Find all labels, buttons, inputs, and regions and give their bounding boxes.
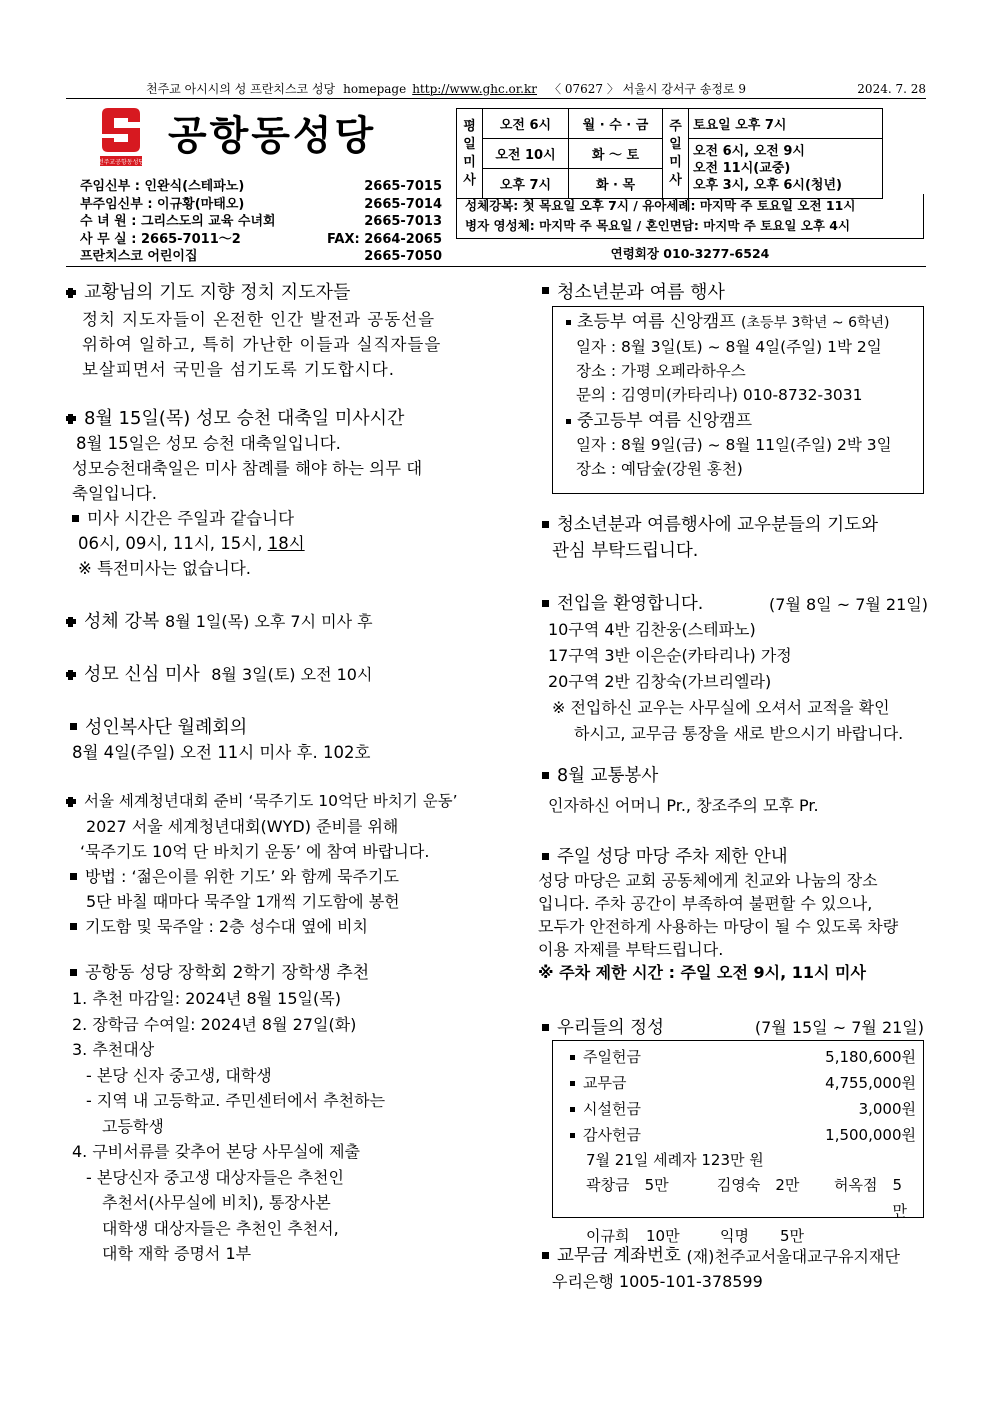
section-title: 교황님의 기도 지향 정치 지도자들 xyxy=(66,280,486,305)
square-bullet-icon xyxy=(570,1055,575,1060)
square-bullet-icon xyxy=(72,515,79,522)
square-bullet-icon xyxy=(542,772,549,779)
square-bullet-icon xyxy=(570,1133,575,1138)
address: 〈 07627 〉 서울시 강서구 송정로 9 xyxy=(549,82,747,96)
parking-section: 주일 성당 마당 주차 제한 안내 성당 마당은 교회 공동체에게 친교와 나눔의 장소 입니다. 주차 공간이 부족하여 불편할 수 있으나, 모두가 안전하게 사용하는 마당이 될 수 있도록 차량 이용 자제를 부탁드립니다. ※ 주차 제한 시간 : 주일 오전 9시, 11시 미사 xyxy=(538,847,899,982)
diamond-bullet-icon xyxy=(66,617,76,627)
left-column xyxy=(66,280,486,1267)
clergy-row xyxy=(80,231,442,249)
mass-days: 월 · 수 · 금 xyxy=(569,109,663,139)
clergy-row xyxy=(80,178,442,196)
clergy-phone: 2665-7013 xyxy=(364,214,442,229)
section-title: 성인복사단 월례회의 xyxy=(66,715,486,740)
section-title: 우리들의 정성 (7월 15일 ~ 7월 21일) xyxy=(538,1014,924,1039)
square-bullet-icon xyxy=(542,600,549,607)
sacrament-line: 성체강복: 첫 목요일 오후 7시 / 유아세례: 마지막 주 토요일 오전 11시 xyxy=(465,198,856,213)
section-title: 청소년분과 여름 행사 xyxy=(538,278,725,304)
mass-days: 화 ～ 토 xyxy=(569,139,663,169)
square-bullet-icon xyxy=(70,723,77,730)
offering-row: 교무금 4,755,000원 xyxy=(570,1070,916,1096)
offering-row: 감사헌금 1,500,000원 xyxy=(570,1122,916,1148)
square-bullet-icon xyxy=(542,853,549,860)
sunday-mass-times: 오전 6시, 오전 9시 오전 11시(교중) 오후 3시, 오후 6시(청년) xyxy=(689,139,883,199)
youth-camp-content: 초등부 여름 신앙캠프 (초등부 3학년 ~ 6학년) 일자 : 8월 3일(토) ~ 8월 4일(주일) 1박 2일 장소 : 가평 오페라하우스 문의 : 김영미(카타리나) 010-8732-3031 중고등부 여름 신앙캠프 일자 : 8월 9일(금) ~ 8월 11일(주일) 2박 3일 장소 : 예담숲(강원 홍천) xyxy=(562,310,922,481)
saturday-mass: 토요일 오후 7시 xyxy=(689,109,883,139)
weekday-mass-label: 평 일 미 사 xyxy=(457,109,483,199)
square-bullet-icon xyxy=(566,419,571,424)
clergy-role: 사 무 실 : 2665-7011～2 xyxy=(80,231,241,247)
mass-time: 오전 6시 xyxy=(483,109,569,139)
logo-caption: 천주교공항동성당 xyxy=(98,159,144,166)
thanks-row: 이규희 10만 익명 5만 xyxy=(586,1227,805,1245)
prayer-request: 청소년분과 여름행사에 교우분들의 기도와 관심 부탁드립니다. xyxy=(538,512,928,564)
square-bullet-icon xyxy=(70,873,77,880)
section-title: 서울 세계청년대회 준비 ‘묵주기도 10억단 바치기 운동’ xyxy=(66,789,486,814)
parish-logo-icon xyxy=(98,108,144,168)
parish-title: 공항동성당 xyxy=(168,113,377,159)
content-divider xyxy=(66,266,926,267)
clergy-row xyxy=(80,248,442,266)
diamond-bullet-icon xyxy=(66,797,76,807)
altar-server-detail: 8월 4일(주일) 오전 11시 미사 후. 102호 xyxy=(72,743,371,762)
account-section: 교무금 계좌번호 (재)천주교서울대교구유지재단 우리은행 1005-101-378599 xyxy=(538,1244,938,1294)
sunday-mass-label: 주 일 미 사 xyxy=(663,109,689,199)
diamond-bullet-icon xyxy=(66,288,76,298)
square-bullet-icon xyxy=(542,287,549,294)
mass-time: 오후 7시 xyxy=(483,169,569,199)
clergy-role: 수 녀 원 : 그리스도의 교육 수녀회 xyxy=(80,214,276,229)
square-bullet-icon xyxy=(542,1252,549,1259)
section-title: 성모 신심 미사 8월 3일(토) 오전 10시 xyxy=(66,662,486,687)
prayer-text: 정치 지도자들이 온전한 인간 발전과 공동선을 위하여 일하고, 특히 가난한 이들과 실직자들을 보살피면서 국민을 섬기도록 기도합시다. xyxy=(82,310,442,379)
header-line xyxy=(66,80,926,97)
offering-row: 주일헌금 5,180,600원 xyxy=(570,1044,916,1070)
funeral-society-contact: 연령회장 010-3277-6524 xyxy=(610,246,770,261)
clergy-role: 부주임신부 : 이규황(마태오) xyxy=(80,196,245,212)
traffic-section: 8월 교통봉사 인자하신 어머니 Pr., 창조주의 모후 Pr. xyxy=(538,764,928,818)
thanks-note: 7월 21일 세례자 123만 원 xyxy=(586,1151,764,1169)
diamond-bullet-icon xyxy=(66,414,76,424)
clergy-phone: 2665-7014 xyxy=(364,196,442,212)
clergy-role: 주임신부 : 인완식(스테파노) xyxy=(80,179,245,194)
homepage-link[interactable]: http://www.ghc.or.kr xyxy=(412,81,538,96)
clergy-phone: FAX: 2664-2065 xyxy=(327,231,442,247)
section-title: 공항동 성당 장학회 2학기 장학생 추천 xyxy=(66,961,486,986)
mass-days: 화 · 목 xyxy=(569,169,663,199)
square-bullet-icon xyxy=(542,521,549,528)
homepage-label: homepage xyxy=(343,81,407,96)
assumption-text: 8월 15일은 성모 승천 대축일입니다. 성모승천대축일은 미사 참례를 해야 하는 의무 대 축일입니다. 미사 시간은 주일과 같습니다 06시, 09시, 11시, 15시, 18시 ※ 특전미사는 없습니다. xyxy=(72,434,423,578)
square-bullet-icon xyxy=(570,1107,575,1112)
mass-time: 오전 10시 xyxy=(483,139,569,169)
clergy-phone: 2665-7015 xyxy=(364,179,442,194)
org-name: 천주교 아시시의 성 프란치스코 성당 xyxy=(146,82,336,96)
square-bullet-icon xyxy=(70,923,77,930)
thanks-row: 곽창금 5만 김영숙 2만 허옥점 5만 xyxy=(586,1176,908,1220)
offering-row: 시설헌금 3,000원 xyxy=(570,1096,916,1122)
offerings-list xyxy=(570,1044,916,1248)
section-title: 성체 강복 8월 1일(목) 오후 7시 미사 후 xyxy=(66,609,486,634)
square-bullet-icon xyxy=(570,1081,575,1086)
clergy-row xyxy=(80,196,442,214)
clergy-phone: 2665-7050 xyxy=(364,249,442,264)
scholarship-text: 1. 추천 마감일: 2024년 8월 15일(목) 2. 장학금 수여일: 2024년 8월 27일(화) 3. 추천대상 - 본당 신자 중고생, 대학생 - 지역 내 고등학교. 주민센터에서 추천하는 고등학생 4. 구비서류를 갖추어 본당 사무실에 제출 - 본당신자 중고생 대상자들은 추천인 추천서(사무실에 비치), 통장사본 대학생 대상자들은 추천인 추천서, 대학 재학 증명서 1부 xyxy=(72,989,386,1263)
sacrament-info xyxy=(456,194,924,239)
section-title: 8월 15일(목) 성모 승천 대축일 미사시간 xyxy=(66,406,486,431)
square-bullet-icon xyxy=(542,1024,549,1031)
sacrament-line: 병자 영성체: 마지막 주 목요일 / 혼인면담: 마지막 주 토요일 오후 4시 xyxy=(465,218,851,233)
issue-date: 2024. 7. 28 xyxy=(857,81,926,96)
square-bullet-icon xyxy=(566,320,571,325)
diamond-bullet-icon xyxy=(66,670,76,680)
square-bullet-icon xyxy=(70,969,77,976)
clergy-row xyxy=(80,213,442,231)
clergy-role: 프란치스코 어린이집 xyxy=(80,249,198,264)
header-divider xyxy=(66,98,926,99)
wyd-text: 2027 서울 세계청년대회(WYD) 준비를 위해 ‘묵주기도 10억 단 바치기 운동’ 에 참여 바랍니다. 방법 : ‘젊은이를 위한 기도’ 와 함께 묵주기도 5단 바칠 때마다 묵주알 1개씩 기도함에 봉헌 기도함 및 묵주알 : 2층 성수대 옆에 비치 xyxy=(66,814,486,939)
clergy-list xyxy=(80,178,442,266)
mass-schedule-table xyxy=(456,108,883,199)
welcome-section: 전입을 환영합니다. (7월 8일 ~ 7월 21일) 10구역 4반 김찬웅(스테파노) 17구역 3반 이은순(카타리나) 가정 20구역 2반 김창숙(가브리엘라) ※ 전입하신 교우는 사무실에 오셔서 교적을 확인 하시고, 교무금 통장을 새로 받으시기 바랍니다. xyxy=(538,592,928,747)
